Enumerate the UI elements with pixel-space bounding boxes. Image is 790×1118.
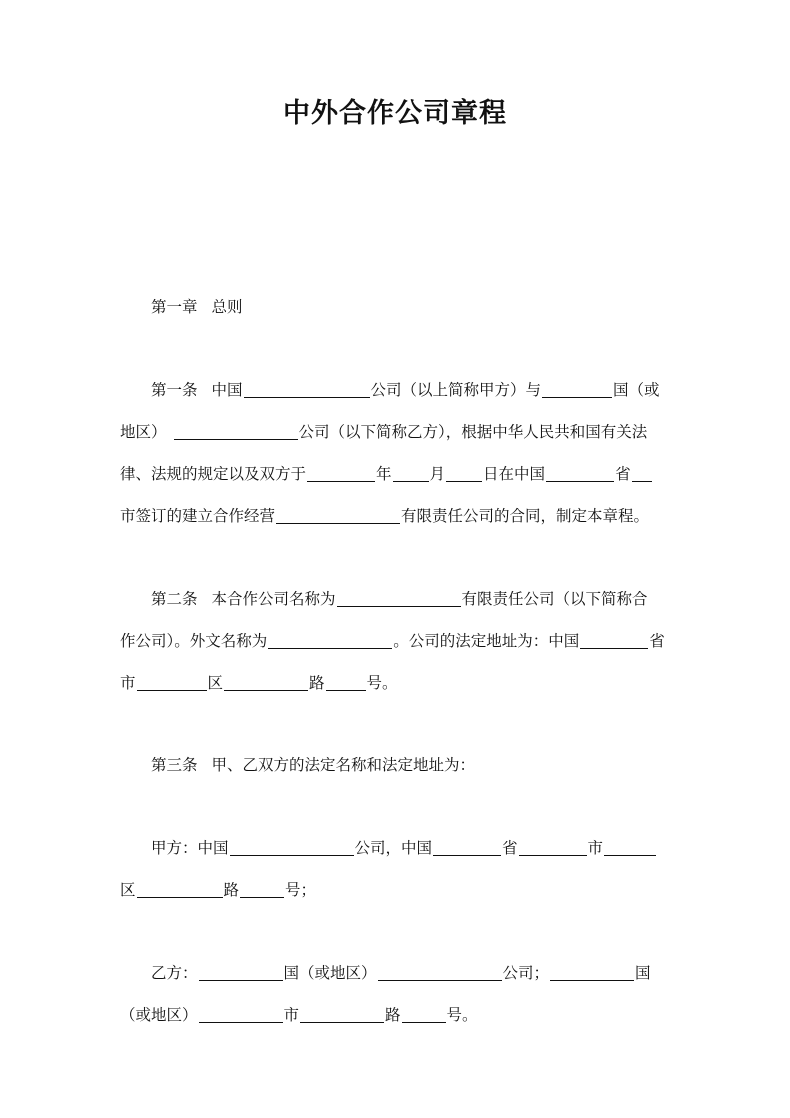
fill-blank: [230, 838, 354, 856]
article-3-line-1: [151, 753, 711, 777]
fill-blank: [137, 880, 223, 898]
fill-blank: [174, 422, 298, 440]
chapter-label: 第一章: [151, 298, 198, 316]
fill-blank: [580, 631, 648, 649]
article-1-line-1: [151, 378, 711, 402]
text: 路: [223, 881, 240, 899]
article-1-line-3: [120, 462, 680, 486]
fill-blank: [519, 838, 587, 856]
article-1-line-4: [120, 504, 680, 528]
fill-blank: [393, 464, 429, 482]
fill-blank: [446, 464, 482, 482]
fill-blank: [402, 1005, 446, 1023]
text: 公司（以上简称甲方）与: [370, 381, 542, 399]
text: 作公司）。外文名称为: [120, 632, 268, 650]
chapter-name: 总则: [211, 298, 243, 316]
text: 地区）: [120, 423, 167, 441]
text: 中国: [211, 381, 243, 399]
fill-blank: [433, 838, 501, 856]
article-2-line-2: [120, 629, 680, 653]
text: 公司；: [502, 964, 550, 982]
text: 市: [120, 674, 136, 692]
text: 本合作公司名称为: [211, 590, 336, 608]
fill-blank: [199, 963, 283, 981]
text: 乙方：: [151, 964, 198, 982]
document-title: 中外合作公司章程: [283, 98, 507, 129]
text: 甲方：中国: [151, 839, 229, 857]
text: （或地区）: [120, 1006, 198, 1024]
party-b-line-1: [151, 961, 711, 985]
text: 市: [587, 839, 604, 857]
text: 省: [615, 465, 631, 483]
text: 区: [207, 674, 224, 692]
text: 有限责任公司（以下简称合: [461, 590, 648, 608]
text: 号；: [285, 881, 317, 899]
text: 国（或地区）: [283, 964, 377, 982]
text: 区: [120, 881, 136, 899]
party-a-line-2: [120, 878, 680, 902]
text: 市签订的建立合作经营: [120, 507, 276, 525]
fill-blank: [268, 631, 392, 649]
party-a-line-1: [151, 836, 711, 860]
fill-blank: [300, 1005, 384, 1023]
text: 年: [376, 465, 392, 483]
fill-blank: [546, 464, 614, 482]
fill-blank: [337, 589, 461, 607]
text: 有限责任公司的合同，制定本章程。: [401, 507, 650, 525]
article-2-line-3: [120, 671, 680, 695]
text: 律、法规的规定以及双方于: [120, 465, 307, 483]
article-1-line-2: [120, 420, 680, 444]
text: 路: [309, 674, 325, 692]
fill-blank: [632, 464, 652, 482]
fill-blank: [224, 673, 308, 691]
fill-blank: [604, 838, 656, 856]
fill-blank: [137, 673, 207, 691]
text: 路: [385, 1006, 401, 1024]
fill-blank: [199, 1005, 283, 1023]
text: 国: [635, 964, 651, 982]
text: 甲、乙双方的法定名称和法定地址为：: [211, 756, 476, 774]
fill-blank: [326, 673, 366, 691]
article-number: 第三条: [151, 756, 198, 774]
text: 号。: [446, 1006, 478, 1024]
article-number: 第二条: [151, 590, 198, 608]
fill-blank: [378, 963, 502, 981]
text: 月: [429, 465, 446, 483]
text: 公司（以下简称乙方），根据中华人民共和国有关法: [298, 423, 648, 441]
text: 省: [502, 839, 518, 857]
article-2-line-1: [151, 587, 711, 611]
text: 市: [283, 1006, 300, 1024]
text: 国（或: [613, 381, 660, 399]
chapter-heading: [151, 295, 711, 319]
fill-blank: [307, 464, 375, 482]
party-b-line-2: [120, 1003, 680, 1027]
fill-blank: [244, 380, 370, 398]
fill-blank: [542, 380, 612, 398]
fill-blank: [550, 963, 634, 981]
text: 省: [649, 632, 665, 650]
article-number: 第一条: [151, 381, 198, 399]
fill-blank: [276, 506, 400, 524]
text: 公司，中国: [354, 839, 433, 857]
text: 。公司的法定地址为：中国: [393, 632, 580, 650]
text: 日在中国: [483, 465, 546, 483]
fill-blank: [240, 880, 284, 898]
text: 号。: [366, 674, 398, 692]
